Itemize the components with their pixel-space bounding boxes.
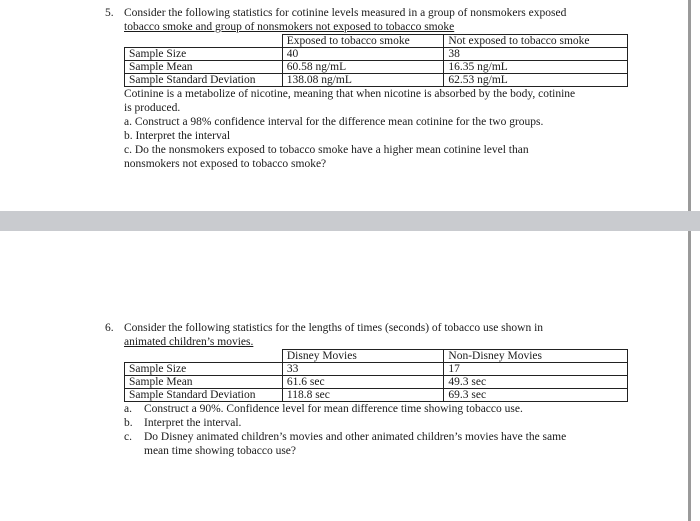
problem-5 — [105, 6, 645, 171]
question-b — [124, 416, 645, 430]
table-cell: 17 — [444, 363, 628, 376]
problem-5-number: 5. — [105, 7, 114, 19]
table-row — [125, 61, 628, 74]
table-cell: 61.6 sec — [282, 376, 444, 389]
table-cell: 49.3 sec — [444, 376, 628, 389]
table-cell: Sample Standard Deviation — [125, 389, 283, 402]
problem-6-intro-line2: animated children’s movies. — [124, 336, 254, 348]
table-header-cell: Exposed to tobacco smoke — [282, 35, 444, 48]
question-text: Construct a 90%. Confidence level for mean difference time showing tobacco use. — [144, 403, 523, 415]
problem-6-intro-line1: Consider the following statistics for the lengths of times (seconds) of tobacco use shown in — [124, 322, 544, 334]
problem-6 — [105, 321, 645, 458]
table-cell: Sample Standard Deviation — [125, 74, 283, 87]
question-label: b. — [124, 417, 133, 429]
problem-6-number: 6. — [105, 322, 114, 334]
question-c-continued: nonsmokers not exposed to tobacco smoke? — [124, 158, 327, 170]
question-a — [124, 402, 645, 416]
table-cell: Sample Mean — [125, 61, 283, 74]
question-label: c. — [124, 431, 132, 443]
table-cell: 40 — [282, 48, 444, 61]
table-header-cell: Non-Disney Movies — [444, 350, 628, 363]
table-header-cell — [125, 350, 283, 363]
table-cell: Sample Size — [125, 363, 283, 376]
table-cell: 62.53 ng/mL — [444, 74, 628, 87]
table-cell: 16.35 ng/mL — [444, 61, 628, 74]
table-cell: 33 — [282, 363, 444, 376]
question-text: Interpret the interval. — [144, 417, 242, 429]
table-cell: Sample Size — [125, 48, 283, 61]
question-text: mean time showing tobacco use? — [144, 445, 297, 457]
question-a: a. Construct a 98% confidence interval for the difference mean cotinine for the two groups. — [124, 116, 544, 128]
table-cell: 60.58 ng/mL — [282, 61, 444, 74]
table-cell: 69.3 sec — [444, 389, 628, 402]
scrollbar-upper[interactable] — [688, 0, 691, 211]
table-row — [125, 389, 628, 402]
table-header-cell — [125, 35, 283, 48]
problem-5-questions — [124, 115, 645, 171]
table-header-cell: Not exposed to tobacco smoke — [444, 35, 628, 48]
table-cell: 38 — [444, 48, 628, 61]
problem-5-note-line1: Cotinine is a metabolize of nicotine, meaning that when nicotine is absorbed by the body, cotinine — [124, 88, 576, 100]
table-row — [125, 376, 628, 389]
table-cell: 118.8 sec — [282, 389, 444, 402]
table-header-row — [125, 35, 628, 48]
table-cell: Sample Mean — [125, 376, 283, 389]
problem-6-stats-table — [124, 349, 628, 402]
table-header-row — [125, 350, 628, 363]
question-b: b. Interpret the interval — [124, 130, 231, 142]
table-row — [125, 48, 628, 61]
problem-6-questions — [124, 402, 645, 458]
table-row — [125, 74, 628, 87]
table-cell: 138.08 ng/mL — [282, 74, 444, 87]
table-row — [125, 363, 628, 376]
scrollbar-lower[interactable] — [688, 231, 691, 521]
question-text: Do Disney animated children’s movies and other animated children’s movies have the same — [144, 431, 567, 443]
problem-5-intro-line2: tobacco smoke and group of nonsmokers not exposed to tobacco smoke — [124, 21, 455, 33]
page-divider-band — [0, 211, 700, 231]
question-c — [124, 430, 645, 444]
problem-5-note-line2: is produced. — [124, 102, 181, 114]
problem-5-intro-line1: Consider the following statistics for cotinine levels measured in a group of nonsmokers exposed — [124, 7, 567, 19]
problem-5-stats-table — [124, 34, 628, 87]
question-c: c. Do the nonsmokers exposed to tobacco smoke have a higher mean cotinine level than — [124, 144, 529, 156]
question-label: a. — [124, 403, 132, 415]
table-header-cell: Disney Movies — [282, 350, 444, 363]
question-c-continued — [124, 444, 645, 458]
